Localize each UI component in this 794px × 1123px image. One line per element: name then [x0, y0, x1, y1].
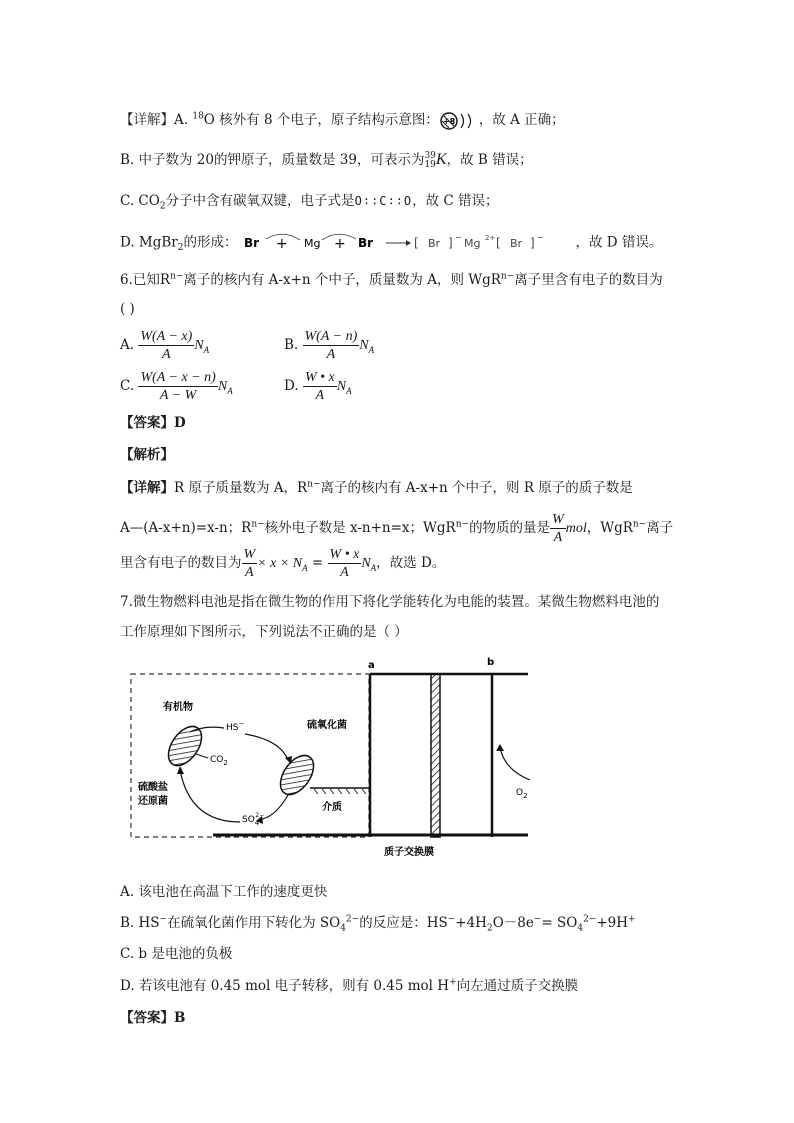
na-sub: A [368, 344, 375, 355]
frac-den: A [162, 347, 171, 362]
q6-explain-3 [120, 543, 445, 584]
q5-line-c [120, 191, 499, 211]
sup: + [449, 977, 457, 988]
q7-stem-1: 7.微生物燃料电池是指在微生物的作用下将化学能转化为电能的装置。某微生物燃料电池的 [120, 594, 660, 610]
q7-b-text: = SO [541, 915, 578, 931]
br-ion-right: Br [509, 237, 522, 250]
q6-option-b [284, 328, 374, 363]
q6-sup: n− [307, 479, 321, 490]
sulfate-bacteria-label-1: 硫酸盐 [138, 782, 168, 793]
na-sub: A [203, 344, 210, 355]
o2-label: $O_2$ [516, 788, 528, 800]
na-symbol [359, 338, 374, 353]
q7-option-d [120, 976, 578, 996]
fuel-cell-diagram [0, 650, 794, 870]
na-sub: A [370, 562, 377, 573]
br-charge-right: − [536, 233, 544, 242]
na-n: N [336, 378, 347, 394]
q6-exp-text: ，故选 D。 [376, 555, 446, 571]
br-ion-left: Br [427, 237, 440, 250]
q7-answer: 【答案】B [120, 1010, 186, 1026]
q6-sup: n− [632, 519, 647, 530]
na-n: N [194, 337, 204, 353]
nucleus-charge: +8 [442, 116, 455, 126]
sub: 2 [486, 923, 493, 934]
frac-num: W(A − x − n) [140, 370, 216, 385]
sup: − [447, 914, 456, 925]
q5-c-start: C. CO [120, 193, 160, 209]
q6-exp-text: 离子的核内有 A-x+n 个中子，则 R 原子的质子数是 [320, 480, 633, 496]
na-n: N [217, 378, 228, 394]
option-label: B. [284, 337, 299, 353]
sup: 2− [583, 914, 597, 925]
q7-b-text: +9H [596, 915, 629, 931]
medium-label: 介质 [322, 802, 342, 813]
organic-label: 有机物 [163, 702, 193, 713]
unit-mol: mol [565, 521, 587, 536]
q6-stem [120, 270, 663, 290]
option-fraction [303, 369, 337, 404]
q7-b-text: B. HS [120, 915, 160, 931]
q5-a-prefix: A. [174, 112, 193, 128]
frac-den: A [553, 530, 563, 545]
isotope-numbers [424, 152, 435, 170]
q5-c-end: ，故 C 错误； [412, 193, 499, 209]
option-label: A. [120, 337, 135, 353]
reaction-arrowhead [406, 240, 411, 246]
na-symbol [361, 556, 376, 571]
q5-line-d [120, 231, 662, 255]
frac-den: A [315, 388, 325, 403]
q5-line-a [120, 110, 565, 131]
q6-stem-part: 6.已知R [120, 272, 171, 288]
option-fraction [138, 328, 194, 363]
q6-exp-text: R 原子质量数为 A，R [174, 480, 308, 496]
plus-left: + [275, 236, 288, 252]
result-fraction [328, 546, 362, 581]
isotope-mass: 39 [424, 150, 436, 161]
moles-fraction [550, 511, 566, 546]
q5-d-sub: 2 [177, 243, 184, 254]
medium-hatch [314, 789, 366, 794]
sulfur-oxidizing-bacteria [274, 750, 321, 801]
sulfate-bacteria-label-2: 还原菌 [138, 796, 168, 807]
so4-label: $SO_42-$ [242, 812, 265, 827]
electrode-a-label: a [368, 660, 375, 671]
q6-exp-text: A—(A-x+n)=x-n；R [120, 520, 252, 536]
bracket-open-1: [ [413, 236, 419, 250]
bracket-open-2: [ [495, 236, 501, 250]
q7-option-c: C. b 是电池的负极 [120, 946, 233, 962]
na-n: N [361, 555, 371, 571]
q5-b-end: ，故 B 错误； [446, 152, 533, 168]
electron-shell-1 [461, 114, 464, 128]
isotope-z: 19 [424, 159, 436, 170]
proton-exchange-membrane [431, 674, 440, 837]
co2-label: $CO_2$ [210, 755, 228, 767]
na-symbol [218, 379, 233, 394]
co2-electron-formula: O∶∶C∶∶O [354, 194, 413, 208]
frac-num: W • x [304, 370, 335, 385]
q6-exp-text: 核外电子数是 x-n+n=x；WgR [264, 520, 456, 536]
q6-sup: n− [170, 271, 184, 282]
sup: + [628, 914, 636, 925]
atom-structure-diagram [439, 111, 479, 131]
electron-shell-2 [468, 114, 471, 128]
option-fraction [138, 369, 217, 404]
q5-c-sub: 2 [159, 201, 166, 212]
mg-charge: 2+ [484, 234, 495, 242]
sup: − [159, 914, 168, 925]
hs-label: HS− [226, 720, 245, 733]
frac-num: W(A − x) [140, 329, 193, 344]
hs-to-oxidizer-arrow [245, 734, 288, 760]
q6-exp-text: ，WgR [586, 520, 633, 536]
na-symbol [337, 379, 352, 394]
na-n: N [359, 337, 369, 353]
q5-d-end: ，故 D 错误。 [575, 234, 663, 251]
option-fraction [303, 328, 360, 363]
q5-line-b [120, 150, 533, 170]
q5-d-mid: 的形成： [183, 234, 238, 251]
frac-den: A [340, 565, 349, 580]
q6-sup: n− [500, 271, 515, 282]
br-left: Br [243, 236, 259, 250]
q7-d-text: D. 若该电池有 0.45 mol 电子转移，则有 0.45 mol H [120, 978, 450, 994]
mg-atom: Mg [303, 237, 320, 250]
arrowhead [496, 744, 504, 751]
q5-a-mass-number: 18 [192, 111, 204, 122]
q7-b-text: O－8e [492, 915, 534, 931]
na-symbol [194, 338, 209, 353]
electrode-b-label: b [487, 657, 495, 668]
q6-exp-text: 里含有电子的数目为 [120, 555, 242, 571]
frac-num: W • x [329, 547, 360, 562]
q5-a-text: O 核外有 8 个电子，原子结构示意图： [203, 112, 439, 128]
frac-num: W [243, 547, 256, 562]
q6-sup: n− [455, 519, 470, 530]
q6-analysis-label: 【解析】 [120, 447, 174, 463]
membrane-label: 质子交换膜 [384, 847, 434, 858]
na-sub: A [346, 385, 352, 396]
mg-ion: Mg [463, 237, 480, 250]
o2-arrow [500, 748, 530, 780]
sub: 4 [340, 923, 346, 934]
q5-a-end: ，故 A 正确； [478, 112, 565, 128]
q6-option-a [120, 328, 209, 363]
bracket-close-1: ] [447, 236, 453, 250]
option-label: C. [120, 378, 135, 394]
mgbr2-formation-diagram [238, 231, 576, 255]
q7-b-text: +4H [455, 915, 487, 931]
frac-num: W(A − n) [304, 329, 358, 344]
br-right: Br [357, 236, 373, 250]
q6-option-d [284, 369, 352, 404]
q6-stem-part: 离子的核内有 A-x+n 个中子，质量数为 A，则 WgR [183, 272, 501, 288]
q6-stem-part: 离子里含有电子的数目为 [514, 272, 663, 288]
q5-c-mid: 分子中含有碳氧双键，电子式是 [165, 193, 355, 209]
option-label: D. [284, 378, 299, 394]
sup: 2− [345, 914, 360, 925]
arrowhead [177, 766, 184, 774]
na-sub: A [302, 562, 308, 573]
frac-num: W [552, 512, 564, 527]
q7-d-text: 向左通过质子交换膜 [456, 978, 579, 994]
q6-paren: ( ) [120, 301, 135, 317]
na-sub: A [227, 385, 233, 396]
q6-sup: n− [251, 519, 265, 530]
q7-option-b [120, 913, 636, 933]
isotope-symbol: K [435, 151, 447, 168]
br-charge-left: − [454, 233, 462, 242]
q6-explain-1 [120, 478, 633, 498]
q6-answer: 【答案】D [120, 415, 186, 431]
q7-stem-2: 工作原理如下图所示，下列说法不正确的是（ ） [120, 624, 408, 640]
sub: 4 [577, 923, 584, 934]
q6-option-c [120, 369, 233, 404]
bracket-close-2: ] [529, 236, 535, 250]
q5-d-start: D. MgBr [120, 234, 178, 251]
co2-arrow [196, 754, 208, 758]
times-x: × x × [257, 556, 293, 571]
q7-b-text: 的反应是：HS [359, 915, 448, 931]
plus-right: + [333, 236, 346, 252]
equals: = [307, 555, 328, 571]
frac-den: A [326, 347, 336, 362]
so4-to-reducer-arrow [180, 770, 240, 822]
q6-exp-text: 的物质的量是 [469, 520, 551, 536]
sulfur-bacteria-label: 硫氧化菌 [307, 720, 347, 731]
na-symbol [293, 556, 308, 571]
q7-option-a: A. 该电池在高温下工作的速度更快 [120, 884, 328, 900]
q7-b-text: 在硫氧化菌作用下转化为 SO [167, 915, 341, 931]
q6-exp-text: 离子 [646, 520, 674, 536]
frac-den: A [245, 565, 254, 580]
na-n: N [292, 555, 303, 571]
frac-den: A − W [159, 388, 197, 403]
w-over-a-fraction [242, 546, 258, 581]
q5-b-text: B. 中子数为 20的钾原子，质量数是 39，可表示为 [120, 152, 425, 168]
sup: − [533, 914, 542, 925]
detail-label: 【详解】 [120, 480, 174, 496]
detail-label: 【详解】 [120, 112, 174, 128]
